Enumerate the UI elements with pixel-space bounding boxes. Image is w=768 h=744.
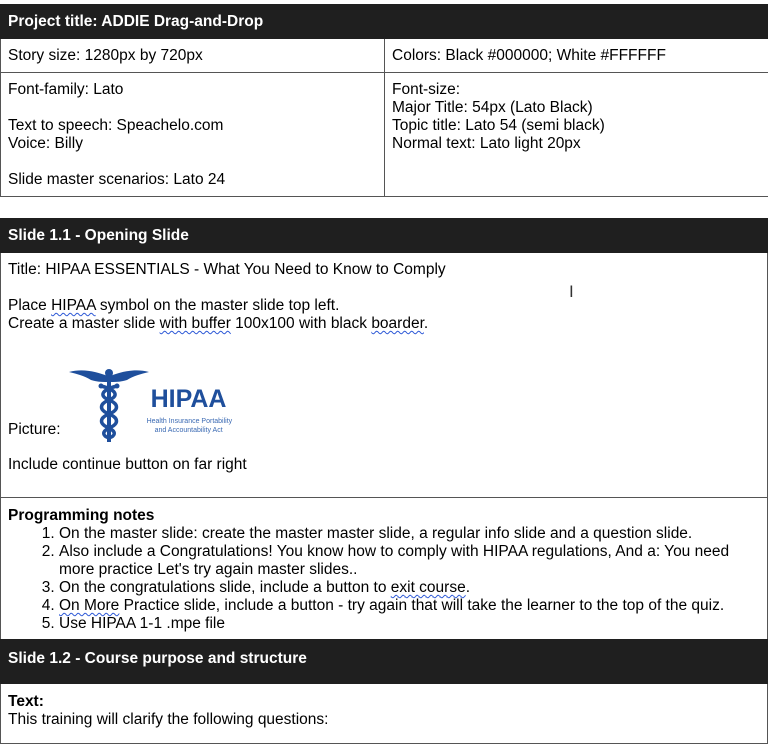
project-title-empty-cell[interactable]	[385, 5, 768, 39]
programming-notes-heading: Programming notes	[8, 507, 760, 525]
hipaa-logo-sub2: and Accountability Act	[155, 427, 223, 435]
story-size-text: Story size: 1280px by 720px	[8, 47, 203, 64]
picture-label: Picture:	[8, 421, 61, 439]
normal-text-spec: Normal text: Lato light 20px	[392, 135, 761, 153]
slide-1-1-heading-cell[interactable]	[1, 219, 768, 253]
slide-1-1-table	[0, 218, 768, 640]
list-item: 5. Use HIPAA 1-1 .mpe file	[59, 615, 760, 633]
font-size-label: Font-size:	[392, 81, 761, 99]
hipaa-logo-sub1: Health Insurance Portability	[147, 418, 233, 426]
major-title-text: Major Title: 54px (Lato Black)	[392, 99, 761, 117]
project-title-cell[interactable]	[1, 5, 385, 39]
slide-master-text: Slide master scenarios: Lato 24	[8, 171, 377, 189]
colors-text: Colors: Black #000000; White #FFFFFF	[392, 47, 666, 64]
font-size-cell[interactable]	[385, 73, 768, 197]
story-size-cell[interactable]	[1, 39, 385, 73]
intro-text: This training will clarify the following questions:	[8, 711, 760, 729]
tts-text: Text to speech: Speachelo.com	[8, 117, 377, 135]
topic-title-text: Topic title: Lato 54 (semi black)	[392, 117, 761, 135]
list-item: 1. On the master slide: create the master master slide, a regular info slide and a question slide.	[59, 525, 760, 543]
programming-notes-list	[8, 525, 760, 633]
slide-1-1-content-cell[interactable]	[1, 253, 768, 498]
text-cursor-icon: I	[569, 282, 574, 301]
picture-row	[8, 366, 760, 438]
slide-1-2-content-cell[interactable]	[1, 684, 768, 744]
slide-1-2-heading-cell[interactable]	[1, 640, 768, 684]
list-item: 3. On the congratulations slide, include a button to exit course.	[59, 579, 760, 597]
text-label: Text:	[8, 693, 760, 711]
hipaa-logo-text: HIPAA	[151, 386, 227, 412]
project-title: Project title: ADDIE Drag-and-Drop	[8, 13, 263, 30]
place-symbol-text: Place HIPAA symbol on the master slide top left.	[8, 297, 760, 315]
voice-text: Voice: Billy	[8, 135, 377, 153]
slide-1-1-heading: Slide 1.1 - Opening Slide	[8, 227, 189, 244]
continue-note: Include continue button on far right	[8, 456, 760, 474]
project-spec-table	[0, 4, 768, 197]
slide-title-text: Title: HIPAA ESSENTIALS - What You Need to Know to Comply	[8, 261, 760, 279]
slide-1-2-heading: Slide 1.2 - Course purpose and structure	[8, 650, 307, 667]
list-item: 4. On More Practice slide, include a button - try again that will take the learner to the top of the quiz.	[59, 597, 760, 615]
programming-notes-cell[interactable]	[1, 498, 768, 640]
hipaa-logo[interactable]	[67, 366, 227, 446]
colors-cell[interactable]	[385, 39, 768, 73]
list-item: 2. Also include a Congratulations! You know how to comply with HIPAA regulations, And a: You need more practice Let's try again master slides..	[59, 543, 760, 579]
font-family-text: Font-family: Lato	[8, 81, 377, 99]
font-family-cell[interactable]	[1, 73, 385, 197]
create-master-text: Create a master slide with buffer 100x100 with black boarder.	[8, 315, 760, 333]
caduceus-icon	[67, 366, 151, 446]
slide-1-2-table	[0, 639, 768, 744]
